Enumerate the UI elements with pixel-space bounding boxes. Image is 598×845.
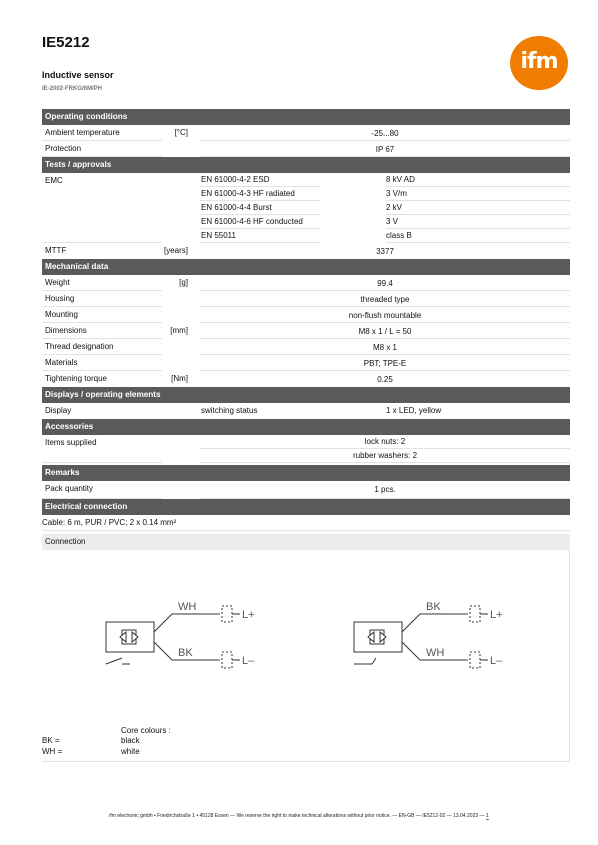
right-minus-label: L–: [490, 655, 503, 667]
row-emc: [42, 187, 570, 201]
core-colour-code: WH =: [42, 747, 63, 756]
row-mttf: [42, 243, 570, 259]
footer-text: ifm electronic gmbh • Friedrichstraße 1 • 45128 Essen — We reserve the right to make technical alterations without prior notice. — EN-GB — IE5212-02 — 13.04.2023 —: [109, 813, 485, 819]
row-display: [42, 403, 570, 419]
emc-standard: EN 61000-4-2 ESD: [201, 175, 270, 184]
row-label: Display: [45, 406, 72, 415]
row-mounting: [42, 307, 570, 323]
section-accessories: Accessories: [42, 419, 570, 435]
row-value: 3377: [376, 247, 394, 256]
right-bottom-wire-label: WH: [426, 647, 445, 659]
emc-standard: EN 61000-4-6 HF conducted: [201, 217, 303, 226]
row-unit: [g]: [179, 278, 188, 287]
row-label: Pack quantity: [45, 484, 94, 493]
row-items-supplied: [42, 449, 570, 463]
right-top-wire-label: BK: [426, 601, 441, 613]
left-bottom-wire-label: BK: [178, 647, 193, 659]
row-emc: [42, 215, 570, 229]
left-sensor-symbol: [106, 606, 240, 668]
row-value: PBT; TPE-E: [363, 359, 407, 368]
row-label: MTTF: [45, 246, 67, 255]
row-label: Mounting: [45, 310, 78, 319]
row-value: M8 x 1 / L = 50: [358, 327, 412, 336]
emc-standard: EN 55011: [201, 231, 236, 240]
display-type: switching status: [201, 406, 258, 415]
row-value: non-flush mountable: [348, 311, 422, 320]
row-value: -25...80: [371, 129, 399, 138]
row-label: Items supplied: [45, 438, 97, 447]
row-unit: [°C]: [174, 128, 188, 137]
row-housing: [42, 291, 570, 307]
product-title: IE5212: [42, 34, 90, 51]
row-label: EMC: [45, 176, 63, 185]
ifm-logo: [510, 36, 568, 90]
emc-value: 8 kV AD: [386, 175, 415, 184]
row-value: 0.25: [377, 375, 393, 384]
section-operating-conditions: Operating conditions: [42, 109, 570, 125]
row-label: Dimensions: [45, 326, 87, 335]
cable-spec: [42, 515, 570, 531]
accessory-item: rubber washers: 2: [352, 451, 418, 460]
row-label: Weight: [45, 278, 70, 287]
row-emc: [42, 201, 570, 215]
row-pack-quantity: [42, 481, 570, 499]
row-emc: [42, 229, 570, 243]
accessory-item: lock nuts: 2: [364, 437, 406, 446]
core-colour-code: BK =: [42, 736, 60, 745]
core-colours-title: Core colours :: [121, 726, 171, 735]
right-plus-label: L+: [490, 609, 503, 621]
section-remarks: Remarks: [42, 465, 570, 481]
emc-value: 3 V/m: [386, 189, 407, 198]
emc-value: class B: [386, 231, 412, 240]
row-value: IP 67: [375, 145, 395, 154]
row-weight: [42, 275, 570, 291]
connection-heading: Connection: [42, 534, 570, 550]
product-subtitle: Inductive sensor: [42, 70, 114, 80]
connection-diagram-area: [42, 550, 570, 762]
section-electrical-connection: Electrical connection: [42, 499, 570, 515]
row-items-supplied: [42, 435, 570, 449]
page-footer: [0, 813, 598, 820]
row-materials: [42, 355, 570, 371]
row-value: M8 x 1: [372, 343, 397, 352]
row-protection: [42, 141, 570, 157]
display-value: 1 x LED, yellow: [386, 406, 442, 415]
row-label: Thread designation: [45, 342, 114, 351]
left-minus-label: L–: [242, 655, 255, 667]
emc-standard: EN 61000-4-3 HF radiated: [201, 189, 295, 198]
row-value: 1 pcs.: [374, 485, 396, 494]
row-emc: [42, 173, 570, 187]
row-value: threaded type: [360, 295, 410, 304]
section-tests-approvals: Tests / approvals: [42, 157, 570, 173]
row-dimensions: [42, 323, 570, 339]
row-unit: [mm]: [170, 326, 188, 335]
logo-text: ifm: [520, 49, 558, 74]
row-value: 99.4: [377, 279, 393, 288]
core-colour-name: black: [121, 736, 140, 745]
section-displays: Displays / operating elements: [42, 387, 570, 403]
row-thread-designation: [42, 339, 570, 355]
row-tightening-torque: [42, 371, 570, 387]
page-number: 1: [485, 813, 489, 819]
row-unit: [years]: [163, 246, 188, 255]
row-unit: [Nm]: [171, 374, 188, 383]
emc-value: 3 V: [386, 217, 399, 226]
right-sensor-symbol: [354, 606, 488, 668]
article-code: IE-2002-FRKG/6M/PH: [42, 86, 103, 92]
emc-standard: EN 61000-4-4 Burst: [201, 203, 272, 212]
row-label: Housing: [45, 294, 75, 303]
left-top-wire-label: WH: [178, 601, 197, 613]
row-label: Materials: [45, 358, 78, 367]
emc-value: 2 kV: [386, 203, 403, 212]
core-colour-name: white: [121, 747, 140, 756]
section-mechanical-data: Mechanical data: [42, 259, 570, 275]
left-plus-label: L+: [242, 609, 255, 621]
data-sheet: [42, 109, 570, 762]
cable-text: Cable: 6 m, PUR / PVC; 2 x 0.14 mm²: [42, 518, 177, 527]
row-label: Ambient temperature: [45, 128, 120, 137]
row-ambient-temperature: [42, 125, 570, 141]
row-label: Tightening torque: [45, 374, 107, 383]
row-label: Protection: [45, 144, 82, 153]
